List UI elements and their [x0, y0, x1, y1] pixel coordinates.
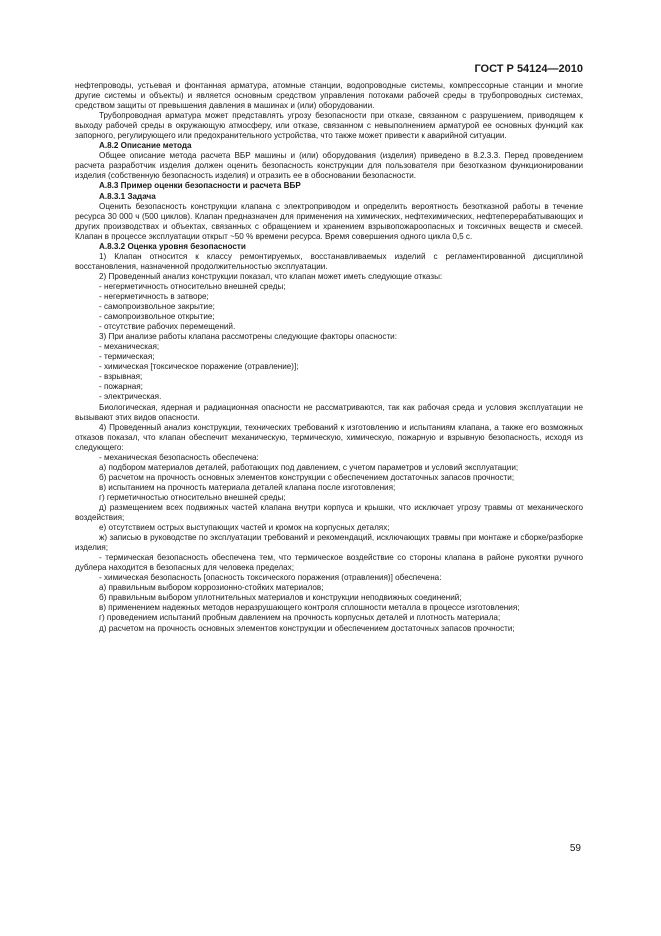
list-item: - электрическая.	[99, 392, 162, 402]
list-item: в) испытанием на прочность материала деталей клапана после изготовления;	[99, 482, 396, 492]
list-item: - термическая;	[99, 352, 155, 362]
list-item: - химическая безопасность [опасность токсического поражения (отравления)] обеспечена:	[99, 573, 442, 583]
section-heading: А.8.3 Пример оценки безопасности и расчета ВБР	[99, 181, 301, 191]
paragraph: Общее описание метода расчета ВБР машины и (или) оборудования (изделия) приведено в 8.2.3.3. Перед проведением расчета разработчик изделия должен оценить безопасность конструкции для пользователя при безотказном функционировании изделия (собственную безопасность изделия) и отразить ее в обосновании безопасности.	[75, 151, 583, 181]
page-number: 59	[569, 843, 581, 854]
paragraph: Оценить безопасность конструкции клапана с электроприводом и определить вероятность безотказной работы в течение ресурса 30 000 ч (500 циклов). Клапан предназначен для применения на химических, нефтехимических, нефтеперерабатывающих и других производствах и объектах, связанных с обращением и хранением взрывопожароопасных и токсичных веществ и смесей. Клапан в процессе эксплуатации открыт ~50 % времени ресурса. Время совершения одного цикла 0,5 с.	[75, 201, 583, 241]
list-item: - взрывная;	[99, 372, 143, 382]
list-item: д) размещением всех подвижных частей клапана внутри корпуса и крышки, что исключает угрозу травмы от механического воздействия;	[75, 502, 583, 523]
section-heading: А.8.3.2 Оценка уровня безопасности	[99, 241, 246, 251]
section-heading: А.8.3.1 Задача	[99, 191, 156, 201]
section-heading: А.8.2 Описание метода	[99, 141, 192, 151]
list-item: - отсутствие рабочих перемещений.	[99, 322, 236, 332]
paragraph: нефтепроводы, устьевая и фонтанная арматура, атомные станции, водопроводные системы, компрессорные станции и многие другие системы и объекты) и является основным средством управления потоками рабочей среды в трубопроводных системах, средством защиты от превышения давления в машинах и (или) оборудовании.	[75, 81, 583, 111]
list-item: а) подбором материалов деталей, работающих под давлением, с учетом параметров и условий эксплуатации;	[99, 462, 519, 472]
list-item: - механическая;	[99, 342, 160, 352]
list-item: г) герметичностью относительно внешней среды;	[99, 492, 286, 502]
paragraph: Биологическая, ядерная и радиационная опасности не рассматриваются, так как рабочая среда и условия эксплуатации не вызывают этих видов опасности.	[75, 402, 583, 422]
paragraph: 1) Клапан относится к классу ремонтируемых, восстанавливаемых изделий с регламентированной дисциплиной восстановления, назначенной продолжительностью эксплуатации.	[75, 251, 583, 271]
paragraph: 4) Проведенный анализ конструкции, технических требований к изготовлению и испытаниям клапана, а также его возможных отказов показал, что клапан обеспечит механическую, термическую, химическую, пожарную и взрывную безопасность, исходя из следующего:	[75, 422, 583, 452]
list-item: - самопроизвольное закрытие;	[99, 302, 215, 312]
list-item: ж) записью в руководстве по эксплуатации требований и рекомендаций, исключающих травмы при монтаже и сборке/разборке изделия;	[75, 533, 583, 553]
list-item: д) расчетом на прочность основных элементов конструкции и обеспечением достаточных запасов прочности;	[99, 623, 515, 633]
list-item: - механическая безопасность обеспечена:	[99, 452, 259, 462]
list-item: - самопроизвольное открытие;	[99, 312, 215, 322]
document-code-header: ГОСТ Р 54124—2010	[474, 63, 583, 75]
paragraph: 3) При анализе работы клапана рассмотрены следующие факторы опасности:	[99, 332, 397, 342]
paragraph: Трубопроводная арматура может представлять угрозу безопасности при отказе, связанном с разрушением, приводящем к выходу рабочей среды в окружающую атмосферу, или отказе, связанном с невыполнением арматурой ее основных функций как запорного, регулирующего или предохранительного устройства, что также может привести к аварийной ситуации.	[75, 111, 583, 141]
list-item: б) правильным выбором уплотнительных материалов и конструкции неподвижных соединений;	[99, 593, 462, 603]
list-item: б) расчетом на прочность основных элементов конструкции с обеспечением достаточных запасов прочности;	[99, 472, 515, 482]
list-item: - термическая безопасность обеспечена тем, что термическое воздействие со стороны клапана в районе рукоятки ручного дублера находится в безопасных для человека пределах;	[75, 553, 583, 573]
list-item: в) применением надежных методов неразрушающего контроля сплошности металла в процессе изготовления;	[99, 603, 520, 613]
page-body	[75, 81, 583, 634]
list-item: - химическая [токсическое поражение (отравление)];	[99, 362, 299, 372]
list-item: е) отсутствием острых выступающих частей и кромок на корпусных деталях;	[99, 523, 390, 533]
list-item: - пожарная;	[99, 382, 143, 392]
list-item: а) правильным выбором коррозионно-стойких материалов;	[99, 583, 324, 593]
list-item: г) проведением испытаний пробным давлением на прочность корпусных деталей и плотность материала;	[99, 613, 501, 623]
list-item: - негерметичность в затворе;	[99, 291, 209, 301]
list-item: - негерметичность относительно внешней среды;	[99, 281, 286, 291]
paragraph: 2) Проведенный анализ конструкции показал, что клапан может иметь следующие отказы:	[99, 271, 443, 281]
